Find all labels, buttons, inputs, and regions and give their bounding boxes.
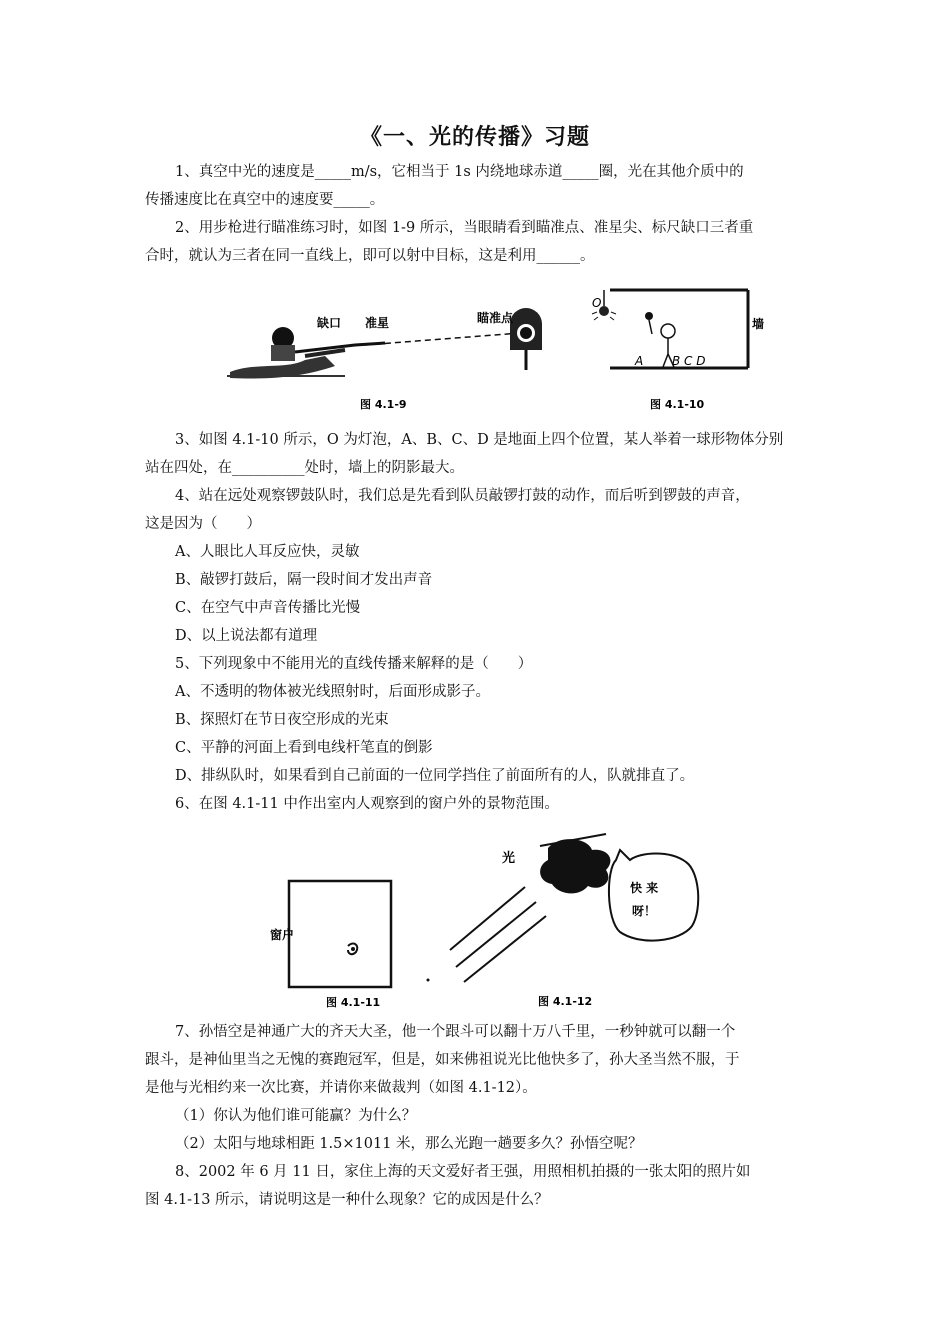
label-notch: 缺口: [317, 316, 342, 330]
figure-4-1-10: [588, 284, 768, 416]
page-title: 《一、光的传播》习题: [359, 125, 590, 150]
rifleman-illustration: [227, 327, 385, 379]
q7-sub2: （2）太阳与地球相距 1.5×1011 米，那么光跑一趟要多久？孙悟空呢？: [175, 1136, 643, 1152]
q5-option-a: A、不透明的物体被光线照射时，后面形成影子。: [175, 684, 490, 700]
caption-fig-4-1-10: 图 4.1-10: [650, 398, 705, 411]
label-aim-point: 瞄准点: [477, 311, 514, 325]
label-window: 窗户: [270, 928, 295, 942]
q5-line1: 5、下列现象中不能用光的直线传播来解释的是（ ）: [175, 656, 533, 672]
q2-line2: 合时，就认为三者在同一直线上，即可以射中目标，这是利用______。: [145, 248, 595, 264]
q8-line2: 图 4.1-13 所示，请说明这是一种什么现象？它的成因是什么？: [145, 1192, 549, 1208]
q1-line2: 传播速度比在真空中的速度要_____。: [145, 192, 385, 208]
q3-line1: 3、如图 4.1-10 所示，O 为灯泡，A、B、C、D 是地面上四个位置，某人举着一球形物体分别: [175, 432, 784, 448]
target-illustration: [510, 308, 542, 370]
q4-option-d: D、以上说法都有道理: [175, 628, 318, 644]
q7-sub1: （1）你认为他们谁可能赢？为什么？: [175, 1108, 417, 1124]
bubble-text-line1: 快 来: [630, 881, 659, 895]
label-o: O: [592, 296, 602, 310]
monkey-king-illustration: [540, 834, 610, 893]
sight-line: [365, 333, 520, 345]
label-bcd: B C D: [672, 354, 706, 368]
speech-bubble: [609, 850, 698, 941]
window-frame: [289, 881, 391, 987]
q1-line1: 1、真空中光的速度是_____m/s，它相当于 1s 内绕地球赤道_____圈，光在其他介质中的: [175, 164, 744, 180]
label-front-sight: 准星: [365, 316, 390, 330]
q4-line2: 这是因为（ ）: [145, 516, 261, 532]
q3-line2: 站在四处，在__________处时，墙上的阴影最大。: [145, 460, 464, 476]
q5-option-d: D、排纵队时，如果看到自己前面的一位同学挡住了前面所有的人，队就排直了。: [175, 768, 695, 784]
label-a: A: [635, 354, 644, 368]
bubble-text-line2: 呀！: [632, 904, 657, 918]
q4-line1: 4、站在远处观察锣鼓队时，我们总是先看到队员敲锣打鼓的动作，而后听到锣鼓的声音，: [175, 488, 750, 504]
light-rays: [427, 887, 547, 982]
caption-fig-4-1-9: 图 4.1-9: [360, 398, 407, 411]
q2-line1: 2、用步枪进行瞄准练习时，如图 1-9 所示，当眼睛看到瞄准点、准星尖、标尺缺口三者重: [175, 220, 754, 236]
eye-icon: [348, 944, 357, 955]
figure-4-1-11: [262, 870, 412, 1012]
caption-fig-4-1-11: 图 4.1-11: [326, 996, 381, 1009]
q6-line1: 6、在图 4.1-11 中作出室内人观察到的窗户外的景物范围。: [175, 796, 559, 812]
q4-option-b: B、敲锣打鼓后，隔一段时间才发出声音: [175, 572, 433, 588]
q8-line1: 8、2002 年 6 月 11 日，家住上海的天文爱好者王强，用照相机拍摄的一张太阳的照片如: [175, 1164, 751, 1180]
q5-option-c: C、平静的河面上看到电线杆笔直的倒影: [175, 740, 433, 756]
caption-fig-4-1-12: 图 4.1-12: [538, 995, 593, 1008]
q7-line1: 7、孙悟空是神通广大的齐天大圣，他一个跟斗可以翻十万八千里，一秒钟就可以翻一个: [175, 1024, 736, 1040]
figure-4-1-12: [420, 830, 720, 1012]
label-wall: 墙: [752, 317, 765, 331]
label-light: 光: [502, 851, 516, 866]
person-with-ball: [645, 312, 675, 367]
q5-option-b: B、探照灯在节日夜空形成的光束: [175, 712, 389, 728]
q7-line3: 是他与光相约来一次比赛，并请你来做裁判（如图 4.1-12）。: [145, 1080, 537, 1096]
q4-option-a: A、人眼比人耳反应快，灵敏: [175, 544, 360, 560]
figure-4-1-9: [225, 300, 565, 415]
q7-line2: 跟斗，是神仙里当之无愧的赛跑冠军，但是，如来佛祖说光比他快多了，孙大圣当然不服，于: [145, 1052, 740, 1068]
q4-option-c: C、在空气中声音传播比光慢: [175, 600, 361, 616]
